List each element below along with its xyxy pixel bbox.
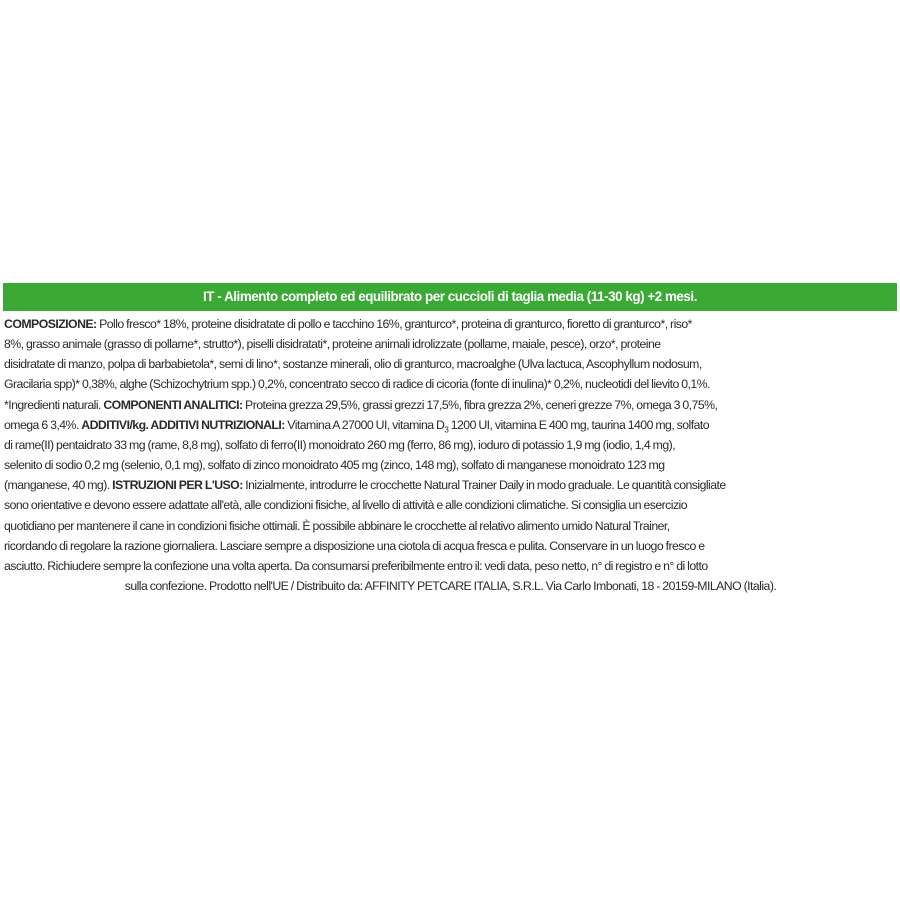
section-heading: COMPOSIZIONE: bbox=[4, 317, 97, 331]
label-text: selenito di sodio 0,2 mg (selenio, 0,1 mg), solfato di zinco monoidrato 405 mg (zinco, 148 mg), solfato di manganese monoidrato 123 mg bbox=[4, 458, 665, 473]
label-text-line bbox=[4, 536, 897, 556]
label-text: Vitamina A 27000 UI, vitamina D bbox=[284, 417, 445, 432]
label-text: omega 6 3,4%. bbox=[4, 417, 82, 432]
label-text: sono orientative e devono essere adattate all'età, alle condizioni fisiche, al livello di attività e alle condizioni climatiche. Si consiglia un esercizio bbox=[4, 498, 688, 513]
label-text: asciutto. Richiudere sempre la confezione una volta aperta. Da consumarsi preferibilmente entro il: vedi data, peso netto, n° di registro e n° di lotto bbox=[4, 558, 708, 573]
label-banner: IT - Alimento completo ed equilibrato per cuccioli di taglia media (11-30 kg) +2 mesi. bbox=[3, 283, 897, 311]
label-text-line bbox=[4, 435, 897, 455]
label-text-line bbox=[4, 415, 897, 435]
label-text: di rame(II) pentaidrato 33 mg (rame, 8,8 mg), solfato di ferro(II) monoidrato 260 mg (ferro, 86 mg), ioduro di potassio 1,9 mg (iodio, 1,4 mg), bbox=[4, 437, 676, 452]
label-text-line bbox=[4, 556, 897, 576]
label-text-line bbox=[4, 334, 897, 354]
label-text-line bbox=[4, 576, 897, 596]
section-heading: COMPONENTI ANALITICI: bbox=[103, 397, 243, 412]
label-text: 1200 UI, vitamina E 400 mg, taurina 1400 mg, solfato bbox=[448, 417, 710, 432]
section-heading: ADDITIVI/kg. ADDITIVI NUTRIZIONALI: bbox=[81, 417, 285, 432]
label-text-line bbox=[4, 455, 897, 475]
label-text-line bbox=[4, 354, 897, 374]
label-text: (manganese, 40 mg). bbox=[4, 478, 113, 493]
label-text: 8%, grasso animale (grasso di pollame*, strutto*), piselli disidratati*, proteine animali idrolizzate (pollame, maiale, pesce), orzo*, proteine bbox=[4, 337, 661, 352]
label-text: quotidiano per mantenere il cane in condizioni fisiche ottimali. È possibile abbinare le crocchette al relativo alimento umido Natural Trainer, bbox=[4, 518, 670, 533]
label-body-text bbox=[4, 314, 897, 596]
label-text: sulla confezione. Prodotto nell'UE / Distribuito da: AFFINITY PETCARE ITALIA, S.R.L. Via Carlo Imbonati, 18 - 20159-MILANO (Italia). bbox=[124, 579, 777, 594]
label-text: disidratate di manzo, polpa di barbabietola*, semi di lino*, sostanze minerali, olio di granturco, macroalghe (Ulva lactuca, Ascophyllum nodosum, bbox=[4, 357, 702, 372]
subscript: 3 bbox=[444, 425, 449, 435]
label-text: ricordando di regolare la razione giornaliera. Lasciare sempre a disposizione una ciotola di acqua fresca e pulita. Conservare in un luogo fresco e bbox=[4, 538, 705, 553]
label-text: *Ingredienti naturali. bbox=[4, 397, 104, 412]
section-heading: ISTRUZIONI PER L'USO: bbox=[112, 478, 243, 493]
label-text-line bbox=[4, 516, 897, 536]
label-text: Inizialmente, introdurre le crocchette Natural Trainer Daily in modo graduale. Le quantità consigliate bbox=[242, 478, 726, 493]
label-text-line bbox=[4, 495, 897, 515]
label-text-line bbox=[4, 314, 897, 334]
label-text-line bbox=[4, 374, 897, 394]
label-text: Proteina grezza 29,5%, grassi grezzi 17,5%, fibra grezza 2%, ceneri grezze 7%, omega 3 0,75%, bbox=[242, 397, 718, 412]
label-text: Gracilaria spp)* 0,38%, alghe (Schizochytrium spp.) 0,2%, concentrato secco di radice di cicoria (fonte di inulina)* 0,2%, nucleotidi del lievito 0,1%. bbox=[4, 377, 710, 392]
label-text-line bbox=[4, 475, 897, 495]
label-text-line bbox=[4, 395, 897, 415]
label-text: Pollo fresco* 18%, proteine disidratate di pollo e tacchino 16%, granturco*, proteina di granturco, fioretto di granturco*, riso* bbox=[96, 317, 692, 331]
